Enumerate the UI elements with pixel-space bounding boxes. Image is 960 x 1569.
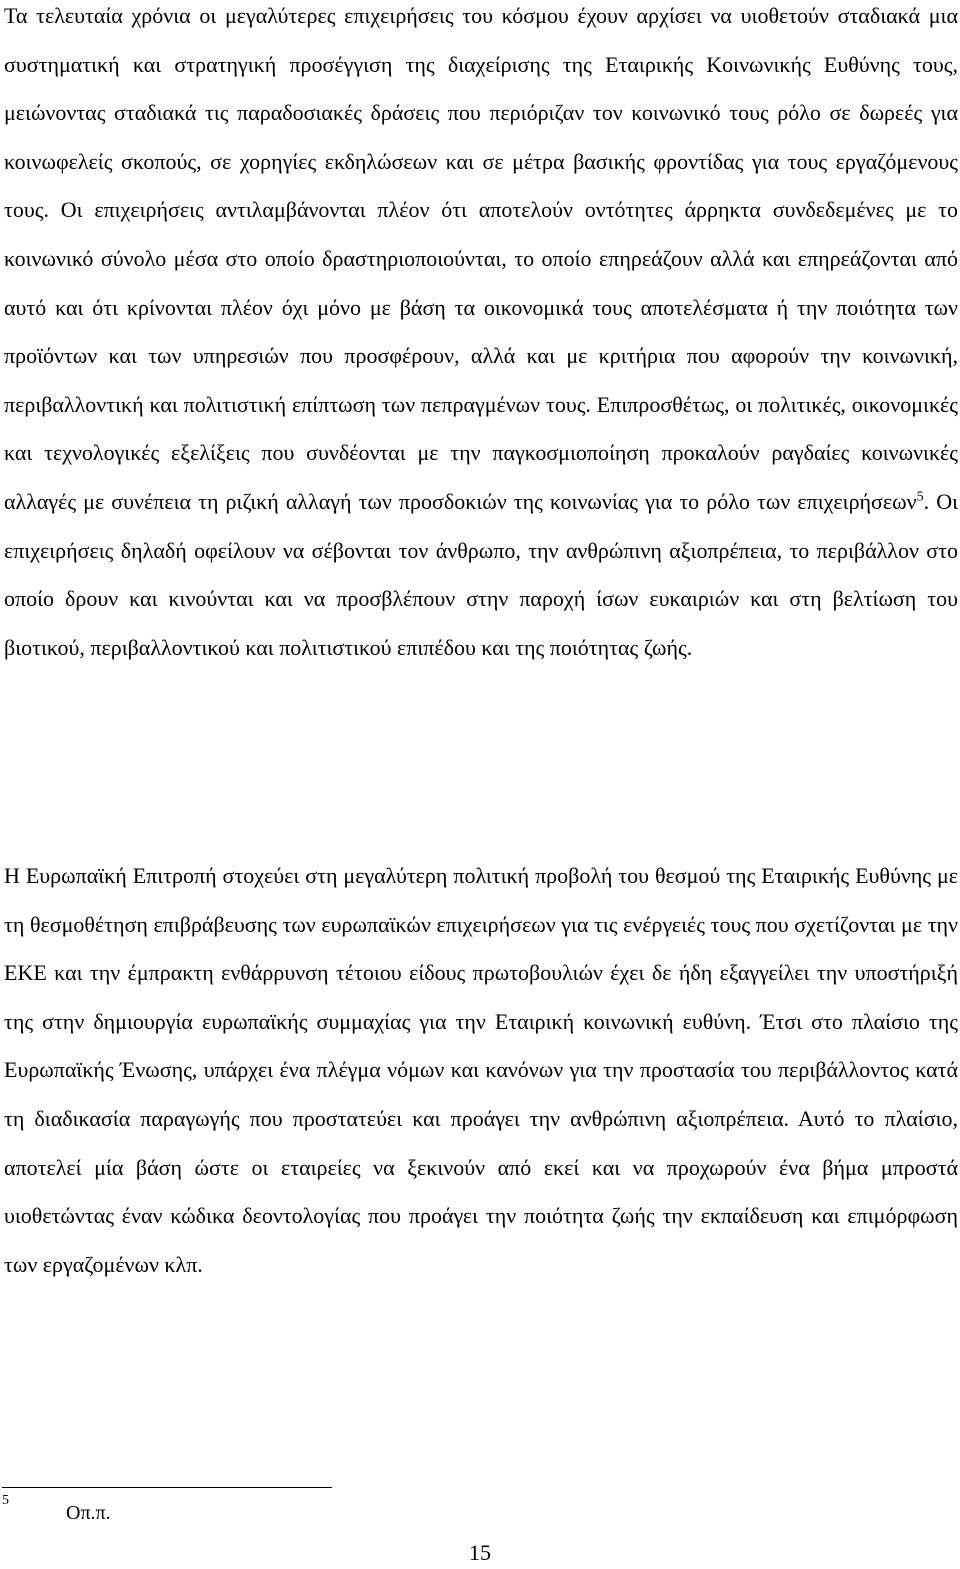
paragraph-1-text-start: Τα τελευταία χρόνια οι μεγαλύτερες επιχειρήσεις του κόσμου έχουν αρχίσει να υιοθετούν σταδιακά μια συστηματική και στρατηγική προσέγγιση της διαχείρισης της Εταιρικής Κοινωνικής Ευθύνης τους, μειώνοντας σταδιακά τις παραδοσιακές δράσεις που περιόριζαν τον κοινωνικό τους ρόλο σε δωρεές για κοινωφελείς σκοπούς, σε χορηγίες εκδηλώσεων και σε μέτρα βασικής φροντίδας για τους εργαζόμενους τους. Οι επιχειρήσεις αντιλαμβάνονται πλέον ότι αποτελούν οντότητες άρρηκτα συνδεδεμένες με το κοινωνικό σύνολο μέσα στο οποίο δραστηριοποιούνται, το οποίο επηρεάζουν αλλά και επηρεάζονται από αυτό και ότι κρίνονται πλέον όχι μόνο με βάση τα οικονομικά τους αποτελέσματα ή την ποιότητα των προϊόντων και των υπηρεσιών που προσφέρουν, αλλά και με κριτήρια που αφορούν την κοινωνική, περιβαλλοντική και πολιτιστική επίπτωση των πεπραγμένων τους. Επιπροσθέτως, οι πολιτικές, οικονομικές και τεχνολογικές εξελίξεις που συνδέονται με την παγκοσμιοποίηση προκαλούν ραγδαίες κοινωνικές αλλαγές με συνέπεια τη ριζική αλλαγή των προσδοκιών της κοινωνίας για το ρόλο των επιχειρήσεων [4,3,958,514]
footnote-mark: 5 [2,1493,9,1508]
footnote-reference[interactable]: 5 [916,489,924,505]
footnote-text: Οπ.π. [66,1502,111,1524]
page-number: 15 [469,1540,491,1565]
paragraph-1-text-end: . Οι επιχειρήσεις δηλαδή οφείλουν να σέβονται τον άνθρωπο, την ανθρώπινη αξιοπρέπεια, το περιβάλλον στο οποίο δρουν και κινούνται και να προσβλέπουν στην παροχή ίσων ευκαιριών και στη βελτίωση του βιοτικού, περιβαλλοντικού και πολιτιστικού επιπέδου και της ποιότητας ζωής. [4,488,958,660]
paragraph-2: Η Ευρωπαϊκή Επιτροπή στοχεύει στη μεγαλύτερη πολιτική προβολή του θεσμού της Εταιρικής Ευθύνης με τη θεσμοθέτηση επιβράβευσης των ευρωπαϊκών επιχειρήσεων για τις ενέργειές τους που σχετίζονται με την ΕΚΕ και την έμπρακτη ενθάρρυνση τέτοιου είδους πρωτοβουλιών έχει δε ήδη εξαγγείλει την υποστήριξή της στην δημιουργία ευρωπαϊκής συμμαχίας για την Εταιρική κοινωνική ευθύνη. Έτσι στο πλαίσιο της Ευρωπαϊκής Ένωσης, υπάρχει ένα πλέγμα νόμων και κανόνων για την προστασία του περιβάλλοντος κατά τη διαδικασία παραγωγής που προστατεύει και προάγει την ανθρώπινη αξιοπρέπεια. Αυτό το πλαίσιο, αποτελεί μία βάση ώστε οι εταιρείες να ξεκινούν από εκεί και να προχωρούν ένα βήμα μπροστά υιοθετώντας έναν κώδικα δεοντολογίας που προάγει την ποιότητα ζωής την εκπαίδευση και επιμόρφωση των εργαζομένων κλπ. [4,863,958,1277]
footnote [2,1493,602,1533]
paragraph-1 [4,0,958,672]
footnote-separator [2,1487,332,1488]
